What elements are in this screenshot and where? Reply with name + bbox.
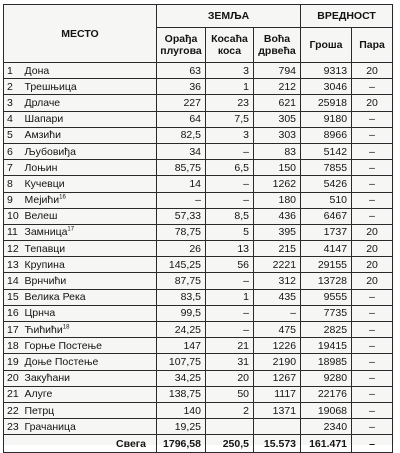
header-land: ЗЕМЉА — [157, 5, 301, 28]
place-name-cell — [24, 419, 157, 435]
meadow-cell: 3 — [206, 63, 254, 79]
table-row — [4, 354, 393, 370]
total-row — [4, 435, 393, 453]
arable-cell: 14 — [157, 176, 206, 192]
arable-cell: 19,25 — [157, 419, 206, 435]
orchard-cell: 1267 — [254, 370, 301, 386]
table-row — [4, 63, 393, 79]
arable-cell: 26 — [157, 241, 206, 257]
meadow-cell: 23 — [206, 95, 254, 111]
para-cell: – — [352, 127, 393, 143]
orchard-cell: 2190 — [254, 354, 301, 370]
grosha-cell: 7855 — [301, 160, 352, 176]
place-name-cell — [24, 241, 157, 257]
place-name-cell — [24, 289, 157, 305]
place-name-cell — [24, 402, 157, 418]
row-number: 17 — [4, 322, 24, 338]
meadow-cell: 5 — [206, 224, 254, 240]
total-para: – — [352, 435, 393, 453]
grosha-cell: 5142 — [301, 143, 352, 159]
para-cell: – — [352, 143, 393, 159]
place-name-cell — [24, 63, 157, 79]
place-name-cell — [24, 273, 157, 289]
grosha-cell: 5426 — [301, 176, 352, 192]
meadow-cell: 6,5 — [206, 160, 254, 176]
orchard-cell: 180 — [254, 192, 301, 208]
para-cell: – — [352, 419, 393, 435]
row-number: 19 — [4, 354, 24, 370]
place-name: Велика Река — [24, 291, 86, 304]
header-orchard-line1: Воћа — [263, 33, 291, 45]
orchard-cell: 475 — [254, 322, 301, 338]
arable-cell: 147 — [157, 338, 206, 354]
place-name: Врнчићи — [24, 275, 67, 288]
table-row — [4, 338, 393, 354]
grosha-cell: 9555 — [301, 289, 352, 305]
place-name-cell — [24, 192, 157, 208]
footnote-marker: 16 — [59, 194, 66, 201]
meadow-cell — [206, 419, 254, 435]
place-name-cell — [24, 370, 157, 386]
grosha-cell: 25918 — [301, 95, 352, 111]
meadow-cell: 13 — [206, 241, 254, 257]
orchard-cell: 212 — [254, 79, 301, 95]
meadow-cell: 50 — [206, 386, 254, 402]
arable-cell: 82,5 — [157, 127, 206, 143]
arable-cell: 83,5 — [157, 289, 206, 305]
land-value-table — [3, 4, 393, 453]
arable-cell: 99,5 — [157, 305, 206, 321]
place-name: Амзићи — [24, 129, 61, 142]
place-name: Велеш — [24, 210, 58, 223]
grosha-cell: 19068 — [301, 402, 352, 418]
grosha-cell: 3046 — [301, 79, 352, 95]
para-cell: 20 — [352, 63, 393, 79]
orchard-cell: 435 — [254, 289, 301, 305]
total-label: Свега — [4, 435, 157, 453]
place-name: Закућани — [24, 372, 70, 385]
meadow-cell: 7,5 — [206, 111, 254, 127]
arable-cell: 34,25 — [157, 370, 206, 386]
table-row — [4, 289, 393, 305]
header-meadow-line2: коса — [217, 45, 242, 57]
header-arable-line2: плугова — [160, 45, 202, 57]
footnote-marker: 17 — [67, 226, 75, 233]
table-row — [4, 143, 393, 159]
meadow-cell: 8,5 — [206, 208, 254, 224]
row-number: 1 — [4, 63, 24, 79]
grosha-cell: 9280 — [301, 370, 352, 386]
orchard-cell: 2221 — [254, 257, 301, 273]
place-name-cell — [24, 111, 157, 127]
meadow-cell: 1 — [206, 289, 254, 305]
place-name: Трешњица — [24, 80, 77, 93]
total-meadow: 250,5 — [206, 435, 254, 453]
header-grosha: Гроша — [301, 28, 352, 63]
place-name: Петрц — [24, 404, 55, 417]
header-arable-line1: Орађа — [164, 33, 198, 45]
para-cell: – — [352, 79, 393, 95]
place-name: Замница — [24, 226, 68, 239]
meadow-cell: – — [206, 305, 254, 321]
row-number: 6 — [4, 143, 24, 159]
orchard-cell: 395 — [254, 224, 301, 240]
orchard-cell: 312 — [254, 273, 301, 289]
arable-cell: 87,75 — [157, 273, 206, 289]
grosha-cell: 2825 — [301, 322, 352, 338]
grosha-cell: 6467 — [301, 208, 352, 224]
row-number: 20 — [4, 370, 24, 386]
row-number: 8 — [4, 176, 24, 192]
place-name: Тепавци — [24, 242, 66, 255]
grosha-cell: 2340 — [301, 419, 352, 435]
table-row — [4, 241, 393, 257]
orchard-cell: 1226 — [254, 338, 301, 354]
para-cell: – — [352, 305, 393, 321]
row-number: 5 — [4, 127, 24, 143]
table-row — [4, 305, 393, 321]
place-name: Крупина — [24, 258, 65, 271]
arable-cell: 227 — [157, 95, 206, 111]
row-number: 10 — [4, 208, 24, 224]
meadow-cell: 31 — [206, 354, 254, 370]
arable-cell: 145,25 — [157, 257, 206, 273]
grosha-cell: 22176 — [301, 386, 352, 402]
arable-cell: 63 — [157, 63, 206, 79]
orchard-cell: 794 — [254, 63, 301, 79]
grosha-cell: 18985 — [301, 354, 352, 370]
row-number: 22 — [4, 402, 24, 418]
place-name: Алуге — [24, 388, 53, 401]
para-cell: – — [352, 208, 393, 224]
para-cell: 20 — [352, 95, 393, 111]
place-name: Ћићићи — [24, 323, 63, 336]
orchard-cell: – — [254, 305, 301, 321]
orchard-cell: 621 — [254, 95, 301, 111]
place-name: Мејићи — [24, 194, 60, 207]
table-row — [4, 208, 393, 224]
arable-cell: 64 — [157, 111, 206, 127]
para-cell: – — [352, 338, 393, 354]
table-row — [4, 257, 393, 273]
row-number: 9 — [4, 192, 24, 208]
meadow-cell: – — [206, 143, 254, 159]
header-orchard — [254, 28, 301, 63]
row-number: 23 — [4, 419, 24, 435]
table-row — [4, 370, 393, 386]
para-cell: – — [352, 322, 393, 338]
para-cell: – — [352, 289, 393, 305]
table-row — [4, 176, 393, 192]
arable-cell: 140 — [157, 402, 206, 418]
para-cell: – — [352, 370, 393, 386]
orchard-cell: 303 — [254, 127, 301, 143]
place-name-cell — [24, 322, 157, 338]
place-name: Црнча — [24, 307, 56, 320]
header-meadow — [206, 28, 254, 63]
row-number: 7 — [4, 160, 24, 176]
table-row — [4, 224, 393, 240]
place-name-cell — [24, 176, 157, 192]
meadow-cell: – — [206, 322, 254, 338]
place-name: Дрлаче — [24, 96, 61, 109]
para-cell: – — [352, 176, 393, 192]
total-arable: 1796,58 — [157, 435, 206, 453]
row-number: 13 — [4, 257, 24, 273]
para-cell: 20 — [352, 224, 393, 240]
row-number: 14 — [4, 273, 24, 289]
arable-cell: – — [157, 192, 206, 208]
orchard-cell: 305 — [254, 111, 301, 127]
table-row — [4, 419, 393, 435]
orchard-cell: 1262 — [254, 176, 301, 192]
grosha-cell: 4147 — [301, 241, 352, 257]
total-orchard: 15.573 — [254, 435, 301, 453]
row-number: 4 — [4, 111, 24, 127]
table-row — [4, 386, 393, 402]
place-name: Лоњин — [24, 161, 58, 174]
meadow-cell: 21 — [206, 338, 254, 354]
total-grosha: 161.471 — [301, 435, 352, 453]
para-cell: – — [352, 111, 393, 127]
place-name: Горње Постење — [24, 339, 102, 352]
row-number: 15 — [4, 289, 24, 305]
header-meadow-line1: Косаћа — [211, 33, 248, 45]
meadow-cell: 3 — [206, 127, 254, 143]
place-name-cell — [24, 160, 157, 176]
arable-cell: 78,75 — [157, 224, 206, 240]
table-row — [4, 95, 393, 111]
document-sheet — [3, 4, 394, 450]
para-cell: – — [352, 192, 393, 208]
header-orchard-line2: дрвећа — [258, 45, 296, 57]
place-name-cell — [24, 208, 157, 224]
table-row — [4, 160, 393, 176]
meadow-cell: 2 — [206, 402, 254, 418]
grosha-cell: 13728 — [301, 273, 352, 289]
orchard-cell: 150 — [254, 160, 301, 176]
place-name-cell — [24, 95, 157, 111]
place-name-cell — [24, 386, 157, 402]
para-cell: 20 — [352, 241, 393, 257]
grosha-cell: 9313 — [301, 63, 352, 79]
header-value: ВРЕДНОСТ — [301, 5, 393, 28]
header-arable — [157, 28, 206, 63]
table-row — [4, 192, 393, 208]
orchard-cell: 1117 — [254, 386, 301, 402]
para-cell: – — [352, 402, 393, 418]
grosha-cell: 29155 — [301, 257, 352, 273]
para-cell: – — [352, 354, 393, 370]
header-row-top — [4, 5, 393, 28]
table-row — [4, 111, 393, 127]
table-row — [4, 322, 393, 338]
row-number: 11 — [4, 224, 24, 240]
orchard-cell: 215 — [254, 241, 301, 257]
orchard-cell: 1371 — [254, 402, 301, 418]
para-cell: – — [352, 160, 393, 176]
row-number: 2 — [4, 79, 24, 95]
header-place: МЕСТО — [4, 5, 157, 63]
arable-cell: 24,25 — [157, 322, 206, 338]
grosha-cell: 19415 — [301, 338, 352, 354]
header-para: Пара — [352, 28, 393, 63]
grosha-cell: 8966 — [301, 127, 352, 143]
footnote-marker: 18 — [62, 324, 70, 331]
meadow-cell: – — [206, 192, 254, 208]
meadow-cell: 20 — [206, 370, 254, 386]
table-row — [4, 79, 393, 95]
row-number: 12 — [4, 241, 24, 257]
meadow-cell: – — [206, 176, 254, 192]
place-name-cell — [24, 354, 157, 370]
place-name-cell — [24, 143, 157, 159]
orchard-cell: 83 — [254, 143, 301, 159]
arable-cell: 107,75 — [157, 354, 206, 370]
place-name: Дона — [24, 64, 50, 77]
meadow-cell: 1 — [206, 79, 254, 95]
place-name: Грачаница — [24, 420, 76, 433]
place-name-cell — [24, 79, 157, 95]
arable-cell: 85,75 — [157, 160, 206, 176]
place-name-cell — [24, 127, 157, 143]
place-name-cell — [24, 305, 157, 321]
para-cell: – — [352, 386, 393, 402]
place-name-cell — [24, 257, 157, 273]
para-cell: 20 — [352, 273, 393, 289]
table-body — [4, 63, 393, 435]
place-name: Кучевци — [24, 177, 65, 190]
arable-cell: 138,75 — [157, 386, 206, 402]
place-name: Доње Постење — [24, 355, 99, 368]
row-number: 16 — [4, 305, 24, 321]
orchard-cell: 436 — [254, 208, 301, 224]
grosha-cell: 510 — [301, 192, 352, 208]
grosha-cell: 1737 — [301, 224, 352, 240]
row-number: 3 — [4, 95, 24, 111]
grosha-cell: 9180 — [301, 111, 352, 127]
arable-cell: 34 — [157, 143, 206, 159]
arable-cell: 57,33 — [157, 208, 206, 224]
table-row — [4, 273, 393, 289]
orchard-cell — [254, 419, 301, 435]
place-name: Љубовиђа — [24, 145, 76, 158]
row-number: 21 — [4, 386, 24, 402]
grosha-cell: 7735 — [301, 305, 352, 321]
place-name-cell — [24, 224, 157, 240]
meadow-cell: – — [206, 273, 254, 289]
para-cell: 20 — [352, 257, 393, 273]
arable-cell: 36 — [157, 79, 206, 95]
place-name-cell — [24, 338, 157, 354]
row-number: 18 — [4, 338, 24, 354]
meadow-cell: 56 — [206, 257, 254, 273]
place-name: Шапари — [24, 113, 64, 126]
table-row — [4, 127, 393, 143]
table-row — [4, 402, 393, 418]
